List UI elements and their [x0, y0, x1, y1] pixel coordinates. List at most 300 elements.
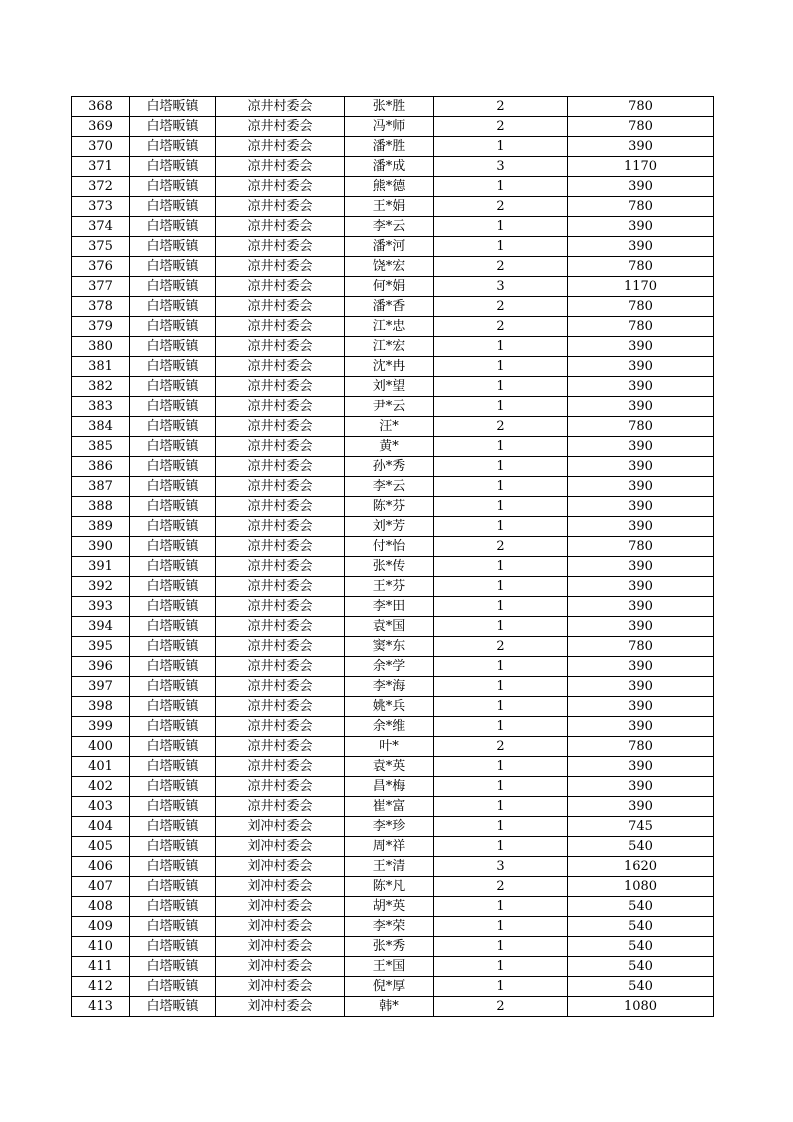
village-committee-cell: 凉井村委会: [216, 237, 345, 257]
table-row: [72, 537, 714, 557]
town-cell: 白塔畈镇: [130, 697, 216, 717]
village-committee-cell: 凉井村委会: [216, 437, 345, 457]
row-number-cell: 404: [72, 817, 130, 837]
table-row: [72, 477, 714, 497]
amount-cell: 390: [568, 597, 714, 617]
table-row: [72, 317, 714, 337]
amount-cell: 390: [568, 497, 714, 517]
town-cell: 白塔畈镇: [130, 617, 216, 637]
town-cell: 白塔畈镇: [130, 117, 216, 137]
household-count-cell: 2: [434, 997, 568, 1017]
amount-cell: 390: [568, 577, 714, 597]
amount-cell: 390: [568, 617, 714, 637]
household-count-cell: 2: [434, 297, 568, 317]
table-row: [72, 457, 714, 477]
name-cell: 姚*兵: [345, 697, 434, 717]
village-committee-cell: 凉井村委会: [216, 457, 345, 477]
town-cell: 白塔畈镇: [130, 97, 216, 117]
village-committee-cell: 凉井村委会: [216, 377, 345, 397]
village-committee-cell: 凉井村委会: [216, 657, 345, 677]
name-cell: 崔*富: [345, 797, 434, 817]
name-cell: 刘*芳: [345, 517, 434, 537]
amount-cell: 540: [568, 837, 714, 857]
name-cell: 江*宏: [345, 337, 434, 357]
row-number-cell: 385: [72, 437, 130, 457]
row-number-cell: 382: [72, 377, 130, 397]
amount-cell: 780: [568, 97, 714, 117]
town-cell: 白塔畈镇: [130, 397, 216, 417]
row-number-cell: 392: [72, 577, 130, 597]
row-number-cell: 377: [72, 277, 130, 297]
table-row: [72, 377, 714, 397]
town-cell: 白塔畈镇: [130, 297, 216, 317]
household-count-cell: 1: [434, 377, 568, 397]
name-cell: 周*祥: [345, 837, 434, 857]
amount-cell: 390: [568, 337, 714, 357]
table-row: [72, 697, 714, 717]
amount-cell: 390: [568, 457, 714, 477]
name-cell: 潘*河: [345, 237, 434, 257]
table-row: [72, 117, 714, 137]
village-committee-cell: 凉井村委会: [216, 297, 345, 317]
table-row: [72, 677, 714, 697]
name-cell: 余*学: [345, 657, 434, 677]
household-count-cell: 1: [434, 917, 568, 937]
name-cell: 江*忠: [345, 317, 434, 337]
amount-cell: 390: [568, 697, 714, 717]
table-row: [72, 137, 714, 157]
name-cell: 刘*望: [345, 377, 434, 397]
row-number-cell: 411: [72, 957, 130, 977]
name-cell: 王*清: [345, 857, 434, 877]
village-committee-cell: 凉井村委会: [216, 597, 345, 617]
village-committee-cell: 刘冲村委会: [216, 957, 345, 977]
name-cell: 韩*: [345, 997, 434, 1017]
town-cell: 白塔畈镇: [130, 497, 216, 517]
town-cell: 白塔畈镇: [130, 857, 216, 877]
amount-cell: 390: [568, 137, 714, 157]
household-count-cell: 1: [434, 217, 568, 237]
household-count-cell: 2: [434, 317, 568, 337]
table-row: [72, 957, 714, 977]
amount-cell: 1170: [568, 277, 714, 297]
household-count-cell: 1: [434, 837, 568, 857]
amount-cell: 780: [568, 537, 714, 557]
name-cell: 王*芬: [345, 577, 434, 597]
town-cell: 白塔畈镇: [130, 337, 216, 357]
amount-cell: 390: [568, 477, 714, 497]
name-cell: 李*云: [345, 217, 434, 237]
village-committee-cell: 凉井村委会: [216, 337, 345, 357]
household-count-cell: 1: [434, 457, 568, 477]
table-row: [72, 177, 714, 197]
town-cell: 白塔畈镇: [130, 997, 216, 1017]
row-number-cell: 406: [72, 857, 130, 877]
name-cell: 潘*成: [345, 157, 434, 177]
household-count-cell: 1: [434, 777, 568, 797]
name-cell: 张*秀: [345, 937, 434, 957]
village-committee-cell: 凉井村委会: [216, 157, 345, 177]
amount-cell: 390: [568, 717, 714, 737]
amount-cell: 540: [568, 957, 714, 977]
row-number-cell: 403: [72, 797, 130, 817]
table-row: [72, 797, 714, 817]
town-cell: 白塔畈镇: [130, 177, 216, 197]
name-cell: 窦*东: [345, 637, 434, 657]
row-number-cell: 372: [72, 177, 130, 197]
row-number-cell: 389: [72, 517, 130, 537]
village-committee-cell: 凉井村委会: [216, 137, 345, 157]
village-committee-cell: 凉井村委会: [216, 757, 345, 777]
household-count-cell: 1: [434, 517, 568, 537]
household-count-cell: 1: [434, 237, 568, 257]
amount-cell: 540: [568, 897, 714, 917]
household-count-cell: 2: [434, 117, 568, 137]
town-cell: 白塔畈镇: [130, 317, 216, 337]
town-cell: 白塔畈镇: [130, 197, 216, 217]
name-cell: 王*娟: [345, 197, 434, 217]
table-body: [72, 97, 714, 1017]
town-cell: 白塔畈镇: [130, 937, 216, 957]
town-cell: 白塔畈镇: [130, 737, 216, 757]
table-row: [72, 637, 714, 657]
table-row: [72, 97, 714, 117]
name-cell: 潘*香: [345, 297, 434, 317]
town-cell: 白塔畈镇: [130, 277, 216, 297]
household-count-cell: 1: [434, 937, 568, 957]
row-number-cell: 371: [72, 157, 130, 177]
amount-cell: 780: [568, 317, 714, 337]
row-number-cell: 393: [72, 597, 130, 617]
amount-cell: 780: [568, 737, 714, 757]
table-row: [72, 557, 714, 577]
household-count-cell: 1: [434, 897, 568, 917]
village-committee-cell: 刘冲村委会: [216, 857, 345, 877]
amount-cell: 780: [568, 637, 714, 657]
row-number-cell: 379: [72, 317, 130, 337]
table-row: [72, 577, 714, 597]
household-count-cell: 1: [434, 177, 568, 197]
table-row: [72, 237, 714, 257]
row-number-cell: 400: [72, 737, 130, 757]
town-cell: 白塔畈镇: [130, 377, 216, 397]
table-row: [72, 897, 714, 917]
village-committee-cell: 刘冲村委会: [216, 817, 345, 837]
household-count-cell: 1: [434, 477, 568, 497]
town-cell: 白塔畈镇: [130, 777, 216, 797]
town-cell: 白塔畈镇: [130, 557, 216, 577]
row-number-cell: 412: [72, 977, 130, 997]
name-cell: 李*云: [345, 477, 434, 497]
town-cell: 白塔畈镇: [130, 677, 216, 697]
row-number-cell: 402: [72, 777, 130, 797]
name-cell: 李*珍: [345, 817, 434, 837]
household-count-cell: 1: [434, 697, 568, 717]
table-row: [72, 337, 714, 357]
row-number-cell: 397: [72, 677, 130, 697]
row-number-cell: 386: [72, 457, 130, 477]
name-cell: 李*田: [345, 597, 434, 617]
row-number-cell: 394: [72, 617, 130, 637]
row-number-cell: 387: [72, 477, 130, 497]
town-cell: 白塔畈镇: [130, 837, 216, 857]
household-count-cell: 1: [434, 337, 568, 357]
name-cell: 陈*芬: [345, 497, 434, 517]
row-number-cell: 388: [72, 497, 130, 517]
village-committee-cell: 凉井村委会: [216, 517, 345, 537]
name-cell: 何*娟: [345, 277, 434, 297]
row-number-cell: 407: [72, 877, 130, 897]
village-committee-cell: 凉井村委会: [216, 637, 345, 657]
table-row: [72, 717, 714, 737]
table-row: [72, 397, 714, 417]
table-row: [72, 277, 714, 297]
table-row: [72, 617, 714, 637]
row-number-cell: 408: [72, 897, 130, 917]
household-count-cell: 2: [434, 197, 568, 217]
town-cell: 白塔畈镇: [130, 657, 216, 677]
amount-cell: 1170: [568, 157, 714, 177]
amount-cell: 390: [568, 397, 714, 417]
amount-cell: 390: [568, 677, 714, 697]
name-cell: 袁*英: [345, 757, 434, 777]
table-row: [72, 657, 714, 677]
town-cell: 白塔畈镇: [130, 817, 216, 837]
name-cell: 沈*冉: [345, 357, 434, 377]
town-cell: 白塔畈镇: [130, 977, 216, 997]
amount-cell: 780: [568, 417, 714, 437]
row-number-cell: 410: [72, 937, 130, 957]
village-committee-cell: 凉井村委会: [216, 257, 345, 277]
town-cell: 白塔畈镇: [130, 137, 216, 157]
amount-cell: 390: [568, 217, 714, 237]
row-number-cell: 373: [72, 197, 130, 217]
name-cell: 熊*德: [345, 177, 434, 197]
village-committee-cell: 凉井村委会: [216, 497, 345, 517]
amount-cell: 745: [568, 817, 714, 837]
household-count-cell: 3: [434, 857, 568, 877]
amount-cell: 780: [568, 117, 714, 137]
table-row: [72, 757, 714, 777]
town-cell: 白塔畈镇: [130, 357, 216, 377]
household-count-cell: 1: [434, 617, 568, 637]
table-row: [72, 517, 714, 537]
village-committee-cell: 凉井村委会: [216, 797, 345, 817]
row-number-cell: 401: [72, 757, 130, 777]
table-row: [72, 857, 714, 877]
row-number-cell: 409: [72, 917, 130, 937]
table-row: [72, 837, 714, 857]
town-cell: 白塔畈镇: [130, 437, 216, 457]
household-count-cell: 2: [434, 877, 568, 897]
amount-cell: 390: [568, 177, 714, 197]
village-committee-cell: 凉井村委会: [216, 477, 345, 497]
household-count-cell: 1: [434, 497, 568, 517]
town-cell: 白塔畈镇: [130, 257, 216, 277]
amount-cell: 390: [568, 657, 714, 677]
amount-cell: 1080: [568, 997, 714, 1017]
village-committee-cell: 刘冲村委会: [216, 897, 345, 917]
household-count-cell: 1: [434, 357, 568, 377]
row-number-cell: 380: [72, 337, 130, 357]
village-committee-cell: 凉井村委会: [216, 277, 345, 297]
village-committee-cell: 凉井村委会: [216, 357, 345, 377]
household-count-cell: 1: [434, 677, 568, 697]
name-cell: 王*国: [345, 957, 434, 977]
household-count-cell: 1: [434, 957, 568, 977]
name-cell: 潘*胜: [345, 137, 434, 157]
table-row: [72, 597, 714, 617]
amount-cell: 390: [568, 557, 714, 577]
household-count-cell: 1: [434, 137, 568, 157]
name-cell: 饶*宏: [345, 257, 434, 277]
household-count-cell: 2: [434, 537, 568, 557]
row-number-cell: 383: [72, 397, 130, 417]
household-count-cell: 1: [434, 757, 568, 777]
village-committee-cell: 凉井村委会: [216, 177, 345, 197]
household-count-cell: 2: [434, 417, 568, 437]
name-cell: 张*传: [345, 557, 434, 577]
village-committee-cell: 凉井村委会: [216, 217, 345, 237]
town-cell: 白塔畈镇: [130, 517, 216, 537]
table-row: [72, 417, 714, 437]
village-committee-cell: 凉井村委会: [216, 717, 345, 737]
name-cell: 李*荣: [345, 917, 434, 937]
town-cell: 白塔畈镇: [130, 797, 216, 817]
town-cell: 白塔畈镇: [130, 237, 216, 257]
table-row: [72, 197, 714, 217]
amount-cell: 390: [568, 237, 714, 257]
village-committee-cell: 刘冲村委会: [216, 977, 345, 997]
table-row: [72, 497, 714, 517]
town-cell: 白塔畈镇: [130, 417, 216, 437]
town-cell: 白塔畈镇: [130, 477, 216, 497]
table-row: [72, 917, 714, 937]
village-committee-cell: 凉井村委会: [216, 577, 345, 597]
village-committee-cell: 刘冲村委会: [216, 837, 345, 857]
row-number-cell: 398: [72, 697, 130, 717]
amount-cell: 1620: [568, 857, 714, 877]
household-count-cell: 2: [434, 737, 568, 757]
table-row: [72, 997, 714, 1017]
town-cell: 白塔畈镇: [130, 537, 216, 557]
town-cell: 白塔畈镇: [130, 597, 216, 617]
amount-cell: 390: [568, 357, 714, 377]
amount-cell: 390: [568, 517, 714, 537]
table-row: [72, 257, 714, 277]
household-count-cell: 1: [434, 717, 568, 737]
household-subsidy-table: [71, 96, 714, 1017]
row-number-cell: 399: [72, 717, 130, 737]
name-cell: 张*胜: [345, 97, 434, 117]
village-committee-cell: 凉井村委会: [216, 737, 345, 757]
table-row: [72, 157, 714, 177]
household-count-cell: 3: [434, 277, 568, 297]
name-cell: 陈*凡: [345, 877, 434, 897]
row-number-cell: 376: [72, 257, 130, 277]
name-cell: 叶*: [345, 737, 434, 757]
table-row: [72, 357, 714, 377]
amount-cell: 540: [568, 937, 714, 957]
table-row: [72, 777, 714, 797]
row-number-cell: 384: [72, 417, 130, 437]
amount-cell: 390: [568, 377, 714, 397]
row-number-cell: 381: [72, 357, 130, 377]
town-cell: 白塔畈镇: [130, 957, 216, 977]
name-cell: 尹*云: [345, 397, 434, 417]
village-committee-cell: 刘冲村委会: [216, 937, 345, 957]
village-committee-cell: 凉井村委会: [216, 777, 345, 797]
household-count-cell: 2: [434, 257, 568, 277]
row-number-cell: 375: [72, 237, 130, 257]
name-cell: 倪*厚: [345, 977, 434, 997]
village-committee-cell: 凉井村委会: [216, 697, 345, 717]
row-number-cell: 396: [72, 657, 130, 677]
village-committee-cell: 凉井村委会: [216, 397, 345, 417]
table-row: [72, 297, 714, 317]
row-number-cell: 374: [72, 217, 130, 237]
town-cell: 白塔畈镇: [130, 757, 216, 777]
village-committee-cell: 凉井村委会: [216, 117, 345, 137]
household-count-cell: 1: [434, 397, 568, 417]
row-number-cell: 370: [72, 137, 130, 157]
name-cell: 李*海: [345, 677, 434, 697]
name-cell: 黄*: [345, 437, 434, 457]
town-cell: 白塔畈镇: [130, 577, 216, 597]
name-cell: 付*怡: [345, 537, 434, 557]
town-cell: 白塔畈镇: [130, 637, 216, 657]
household-count-cell: 1: [434, 977, 568, 997]
village-committee-cell: 刘冲村委会: [216, 997, 345, 1017]
town-cell: 白塔畈镇: [130, 877, 216, 897]
town-cell: 白塔畈镇: [130, 217, 216, 237]
row-number-cell: 369: [72, 117, 130, 137]
amount-cell: 780: [568, 257, 714, 277]
name-cell: 汪*: [345, 417, 434, 437]
household-count-cell: 1: [434, 557, 568, 577]
name-cell: 冯*师: [345, 117, 434, 137]
table-row: [72, 977, 714, 997]
town-cell: 白塔畈镇: [130, 157, 216, 177]
amount-cell: 390: [568, 437, 714, 457]
name-cell: 袁*国: [345, 617, 434, 637]
household-count-cell: 2: [434, 97, 568, 117]
household-count-cell: 2: [434, 637, 568, 657]
amount-cell: 390: [568, 757, 714, 777]
village-committee-cell: 刘冲村委会: [216, 917, 345, 937]
village-committee-cell: 凉井村委会: [216, 617, 345, 637]
row-number-cell: 390: [72, 537, 130, 557]
name-cell: 孙*秀: [345, 457, 434, 477]
amount-cell: 1080: [568, 877, 714, 897]
village-committee-cell: 凉井村委会: [216, 557, 345, 577]
household-count-cell: 3: [434, 157, 568, 177]
row-number-cell: 413: [72, 997, 130, 1017]
household-count-cell: 1: [434, 657, 568, 677]
town-cell: 白塔畈镇: [130, 897, 216, 917]
village-committee-cell: 凉井村委会: [216, 197, 345, 217]
village-committee-cell: 凉井村委会: [216, 317, 345, 337]
household-count-cell: 1: [434, 597, 568, 617]
table-row: [72, 877, 714, 897]
row-number-cell: 391: [72, 557, 130, 577]
row-number-cell: 378: [72, 297, 130, 317]
table-row: [72, 737, 714, 757]
household-count-cell: 1: [434, 437, 568, 457]
village-committee-cell: 凉井村委会: [216, 537, 345, 557]
amount-cell: 540: [568, 977, 714, 997]
row-number-cell: 395: [72, 637, 130, 657]
